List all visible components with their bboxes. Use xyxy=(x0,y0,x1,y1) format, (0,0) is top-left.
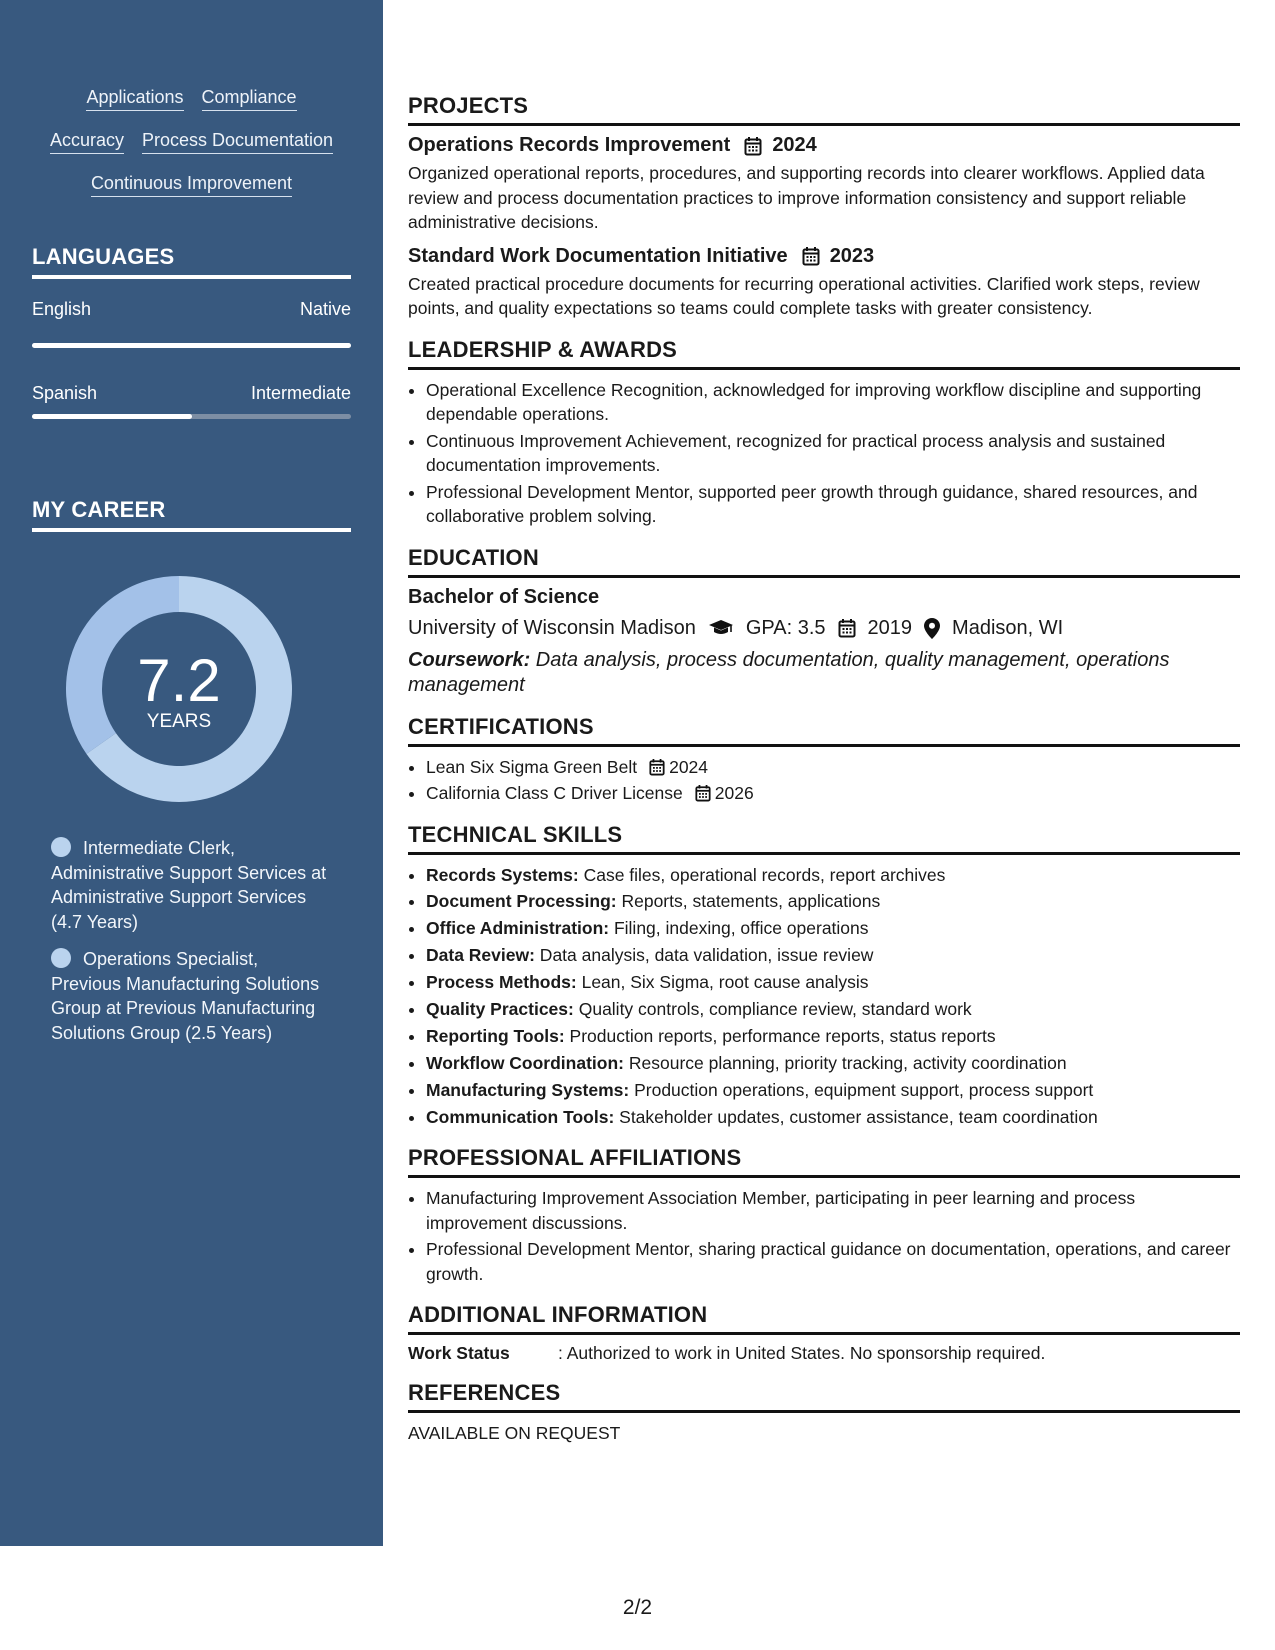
project-name: Standard Work Documentation Initiative xyxy=(408,244,788,267)
coursework xyxy=(408,648,1240,698)
education-details xyxy=(408,617,1240,640)
tag-row xyxy=(0,172,383,197)
skills-list xyxy=(408,863,1240,1130)
skill-label: Data Review: xyxy=(426,945,535,966)
languages-heading: LANGUAGES xyxy=(32,244,351,279)
additional-info-section xyxy=(408,1302,1240,1364)
graduation-cap-icon xyxy=(708,619,734,637)
language-level: Intermediate xyxy=(250,383,351,403)
certification-year: 2024 xyxy=(669,756,709,777)
skill-text: Reports, statements, applications xyxy=(616,891,881,912)
skill-label: Process Methods: xyxy=(426,972,577,993)
language-spanish xyxy=(32,383,351,404)
skill-item xyxy=(426,916,1240,941)
career-unit-label: YEARS xyxy=(146,711,212,732)
career-total-years: 7.2 xyxy=(137,647,221,714)
work-status-value: : Authorized to work in United States. No sponsorship required. xyxy=(558,1343,1046,1364)
calendar-icon xyxy=(649,758,665,776)
leadership-section xyxy=(408,337,1240,529)
tag-continuous-improvement[interactable]: Continuous Improvement xyxy=(91,172,292,197)
skill-item xyxy=(426,970,1240,995)
tag-compliance[interactable]: Compliance xyxy=(202,86,297,111)
projects-heading: PROJECTS xyxy=(408,93,1240,126)
list-item: • Operational Excellence Recognition, acknowledged for improving workflow discipline and supporting dependable operations. xyxy=(426,378,1240,427)
language-bar-spanish xyxy=(32,414,351,419)
skill-label: Office Administration: xyxy=(426,918,610,939)
language-bar-fill xyxy=(32,414,192,419)
language-name: Spanish xyxy=(32,383,98,403)
education-heading: EDUCATION xyxy=(408,545,1240,578)
list-item: • Manufacturing Improvement Association Member, participating in peer learning and process improvement discussions. xyxy=(426,1186,1240,1235)
work-status xyxy=(408,1343,1240,1364)
project-title xyxy=(408,134,1240,157)
skill-label: Document Processing: xyxy=(426,891,617,912)
skill-text: Quality controls, compliance review, standard work xyxy=(573,998,972,1019)
location-pin-icon xyxy=(924,618,940,639)
language-level: Native xyxy=(299,299,351,319)
certification-year: 2026 xyxy=(714,783,754,803)
language-bar-english xyxy=(32,343,351,348)
skill-item xyxy=(426,1105,1240,1130)
skill-text: Case files, operational records, report archives xyxy=(578,864,946,885)
career-dot-icon xyxy=(51,948,71,968)
additional-info-heading: ADDITIONAL INFORMATION xyxy=(408,1302,1240,1335)
project-description: Organized operational reports, procedures, and supporting records into clearer workflows. Applied data review and process documentation practices to improve information consistency and support reliable administrative decisions. xyxy=(408,163,1205,232)
list-item xyxy=(426,781,1240,806)
career-item-text: Operations Specialist, Previous Manufacturing Solutions Group at Previous Manufacturing Solutions Group (2.5 Years) xyxy=(51,949,320,1043)
skill-label: Communication Tools: xyxy=(426,1106,615,1127)
list-item: • Continuous Improvement Achievement, recognized for practical process analysis and sustained documentation improvements. xyxy=(426,429,1240,478)
calendar-icon xyxy=(802,246,820,266)
sidebar xyxy=(0,0,383,1546)
skill-label: Manufacturing Systems: xyxy=(426,1079,630,1100)
language-name: English xyxy=(32,299,92,319)
skill-item xyxy=(426,889,1240,914)
certification xyxy=(426,755,1240,780)
references-section xyxy=(408,1380,1240,1444)
tag-process-documentation[interactable]: Process Documentation xyxy=(142,129,333,154)
skill-label: Records Systems: xyxy=(426,864,579,885)
list-item xyxy=(426,755,1240,780)
coursework-label: Coursework: xyxy=(408,648,531,671)
technical-skills-heading: TECHNICAL SKILLS xyxy=(408,822,1240,855)
tag-accuracy[interactable]: Accuracy xyxy=(50,129,124,154)
certifications-list xyxy=(408,755,1240,806)
skill-text: Lean, Six Sigma, root cause analysis xyxy=(576,972,869,993)
skill-text: Production reports, performance reports, status reports xyxy=(564,1025,996,1046)
language-english xyxy=(32,299,351,320)
skill-label: Workflow Coordination: xyxy=(426,1052,624,1073)
skill-item xyxy=(426,1078,1240,1103)
leadership-heading: LEADERSHIP & AWARDS xyxy=(408,337,1240,370)
education-section xyxy=(408,545,1240,698)
list-item: • Professional Development Mentor, sharing practical guidance on documentation, operations, and career growth. xyxy=(426,1237,1240,1286)
technical-skills-section xyxy=(408,822,1240,1130)
affiliations-list xyxy=(408,1186,1240,1286)
degree: Bachelor of Science xyxy=(408,585,600,608)
skill-text: Filing, indexing, office operations xyxy=(609,918,869,939)
list-item: • Professional Development Mentor, supported peer growth through guidance, shared resources, and collaborative problem solving. xyxy=(426,480,1240,529)
references-text: AVAILABLE ON REQUEST xyxy=(408,1423,621,1444)
certification-name: • California Class C Driver License xyxy=(426,783,683,803)
project-title xyxy=(408,245,1240,268)
certification xyxy=(426,781,1240,806)
gpa: GPA: 3.5 xyxy=(745,616,826,639)
project-description: Created practical procedure documents for recurring operational activities. Clarified work steps, review points, and quality expectations so teams could complete tasks with greater consistency. xyxy=(408,273,1200,318)
skill-text: Production operations, equipment support, process support xyxy=(629,1079,1094,1100)
leadership-list xyxy=(408,378,1240,529)
project-year: 2023 xyxy=(829,244,875,267)
school-name: University of Wisconsin Madison xyxy=(408,616,696,639)
project-name: Operations Records Improvement xyxy=(408,134,731,156)
tag-applications[interactable]: Applications xyxy=(86,86,183,111)
graduation-year: 2019 xyxy=(867,616,913,639)
career-item-text: Intermediate Clerk, Administrative Support Services at Administrative Support Services (4.7 Years) xyxy=(51,838,327,932)
skill-tags xyxy=(0,86,383,215)
career-heading: MY CAREER xyxy=(32,497,351,532)
skill-label: Quality Practices: xyxy=(426,998,574,1019)
skill-label: Reporting Tools: xyxy=(426,1025,565,1046)
affiliations-heading: PROFESSIONAL AFFILIATIONS xyxy=(408,1145,1240,1178)
skill-text: Stakeholder updates, customer assistance, team coordination xyxy=(614,1106,1098,1127)
education-location: Madison, WI xyxy=(952,616,1064,639)
coursework-text: Data analysis, process documentation, quality management, operations management xyxy=(408,648,1170,696)
work-status-label: Work Status xyxy=(408,1343,510,1364)
career-item xyxy=(51,836,331,934)
project-year: 2024 xyxy=(772,134,817,156)
skill-text: Data analysis, data validation, issue review xyxy=(534,945,874,966)
references-heading: REFERENCES xyxy=(408,1380,1240,1413)
calendar-icon xyxy=(838,618,856,638)
skill-text: Resource planning, priority tracking, activity coordination xyxy=(624,1052,1067,1073)
skill-item xyxy=(426,1024,1240,1049)
certifications-heading: CERTIFICATIONS xyxy=(408,714,1240,747)
skill-item xyxy=(426,1051,1240,1076)
main-content xyxy=(408,93,1240,1460)
career-item xyxy=(51,947,331,1045)
certification-name: • Lean Six Sigma Green Belt xyxy=(426,756,638,777)
skill-item xyxy=(426,943,1240,968)
tag-row xyxy=(0,129,383,154)
language-bar-fill xyxy=(32,343,351,348)
tag-row xyxy=(0,86,383,111)
page-number: 2/2 xyxy=(622,1596,653,1619)
career-dot-icon xyxy=(51,837,71,857)
calendar-icon xyxy=(695,784,711,802)
skill-item xyxy=(426,863,1240,888)
calendar-icon xyxy=(744,136,762,156)
affiliations-section xyxy=(408,1145,1240,1286)
certifications-section xyxy=(408,714,1240,806)
projects-section xyxy=(408,93,1240,321)
skill-item xyxy=(426,997,1240,1022)
